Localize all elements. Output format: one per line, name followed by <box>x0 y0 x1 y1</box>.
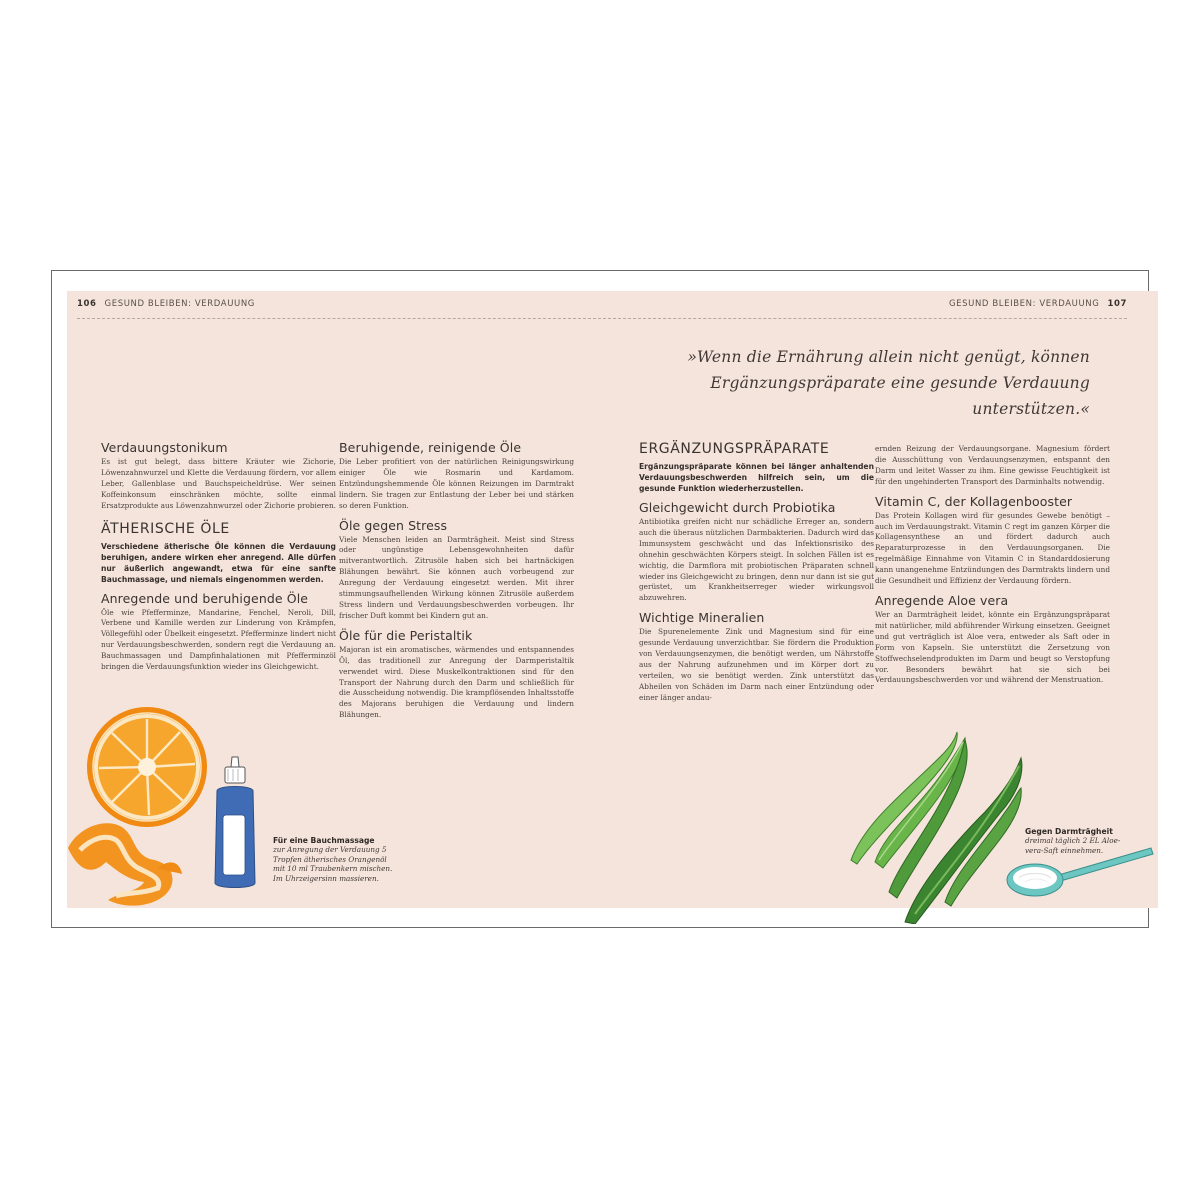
paragraph-probiotika: Antibiotika greifen nicht nur schädliche Erreger an, sondern auch die überaus nützlichen Darmbakterien. Dadurch wird das Immunsystem geschwächt und das Infektionsrisiko des ohnehin geschwächten Körpers steigt. In solchen Fällen ist es wichtig, die Darmflora mit probiotischen Präparaten schnell wieder ins Gleichgewicht zu bringen, denn nur dann ist sie gut gerüstet, um Krankheitserreger wieder wirkungsvoll abzuwehren. <box>639 517 874 603</box>
lead-ergaenzungspraeparate: Ergänzungspräparate können bei länger anhaltenden Verdauungsbeschwerden hilfreich sein, um die gesunde Funktion wiederherzustellen. <box>639 462 874 493</box>
heading-probiotika: Gleichgewicht durch Probiotika <box>639 500 836 515</box>
paragraph-oele-peristaltik: Majoran ist ein aromatisches, wärmendes und entspannendes Öl, das traditionell zur Anregung der Darmperistaltik verwendet wird. Diese Muskelkontraktionen sind für den Transport der Nahrung durch den Darm und schließlich für die Ausscheidung notwendig. Die krampflösenden Inhaltsstoffe des Majorans beruhigen die Verdauung und lindern Blähungen. <box>339 644 574 720</box>
left-page-header <box>77 299 255 309</box>
caption-darmtraegheit-body: dreimal täglich 2 EL Aloe-vera-Saft einnehmen. <box>1025 836 1121 855</box>
column-4 <box>875 444 1110 690</box>
caption-darmtraegheit-title: Gegen Darmträgheit <box>1025 827 1113 836</box>
header-divider <box>77 318 1127 319</box>
oil-bottle-icon <box>205 755 265 895</box>
right-page-number: 107 <box>1107 299 1127 309</box>
orange-peel-image <box>58 808 188 916</box>
heading-anregende-oele: Anregende und beruhigende Öle <box>101 590 309 606</box>
heading-beruhigende-oele: Beruhigende, reinigende Öle <box>339 440 522 455</box>
aloe-vera-leaves-image <box>845 692 1030 924</box>
column-1 <box>101 440 336 677</box>
pull-quote <box>610 344 1090 422</box>
caption-bauchmassage-title: Für eine Bauchmassage <box>273 836 375 845</box>
paragraph-beruhigende-oele: Die Leber profitiert von der natürlichen Reinigungswirkung einiger Öle wie Rosmarin und Kardamom. Entzündungshemmende Öle können Reizungen im Darmtrakt lindern. Sie tragen zur Entlastung der Leber bei und stärken so deren Funktion. <box>339 457 574 510</box>
pull-quote-line-2: Ergänzungspräparate eine gesunde Verdauung unterstützen.« <box>710 374 1090 418</box>
paragraph-verdauungstonikum: Es ist gut belegt, dass bittere Kräuter wie Zichorie, Löwenzahnwurzel und Klette die Verdauung fördern, vor allem Leber, Gallenblase und Bauchspeicheldrüse. Wer seinen Koffeinkonsum einschränken möchte, sollte einmal Ersatzprodukte aus Löwenzahnwurzel oder Zichorie probieren. <box>101 457 336 510</box>
paragraph-oele-gegen-stress: Viele Menschen leiden an Darmträgheit. Meist sind Stress oder ungünstige Lebensgewohnheiten dafür mitverantwortlich. Zitrusöle haben sich bei hartnäckigen Blähungen bewährt. Sie können auch vorbeugend zur Anregung der Verdauung eingesetzt werden. Mit ihrer stimmungsaufhellenden Wirkung können Zitrusöle außerdem Stress lindern und Verdauungsbeschwerden vorbeugen. Ihr frischer Duft kommt bei Kindern gut an. <box>339 534 574 620</box>
right-running-title: GESUND BLEIBEN: VERDAUUNG <box>949 299 1100 309</box>
left-running-title: GESUND BLEIBEN: VERDAUUNG <box>104 299 255 309</box>
heading-verdauungstonikum: Verdauungstonikum <box>101 440 228 455</box>
paragraph-mineralien: Die Spurenelemente Zink und Magnesium sind für eine gesunde Verdauung unverzichtbar. Sie fördern die Produktion von Verdauungsenzymen, die benötigt werden, um Nährstoffe aus der Nahrung aufzunehmen und im Körper dort zu verteilen, wo sie benötigt werden. Zink unterstützt das Abheilen von Schäden im Darm nach einer Entzündung oder einer länger andau- <box>639 627 874 702</box>
lead-aetherische-oele: Verschiedene ätherische Öle können die Verdauung beruhigen, andere wirken eher anregend. Alle dürfen nur äußerlich angewandt, etwa für eine sanfte Bauchmassage, und niemals eingenommen werden. <box>101 541 336 584</box>
heading-aetherische-oele: ÄTHERISCHE ÖLE <box>101 520 230 537</box>
column-3 <box>639 440 874 708</box>
caption-bauchmassage-body: zur Anregung der Verdauung 5 Tropfen ätherisches Orangenöl mit 10 ml Traubenkern mischen. Im Uhrzeigersinn massieren. <box>273 845 393 883</box>
heading-mineralien: Wichtige Mineralien <box>639 610 765 626</box>
pull-quote-line-1: »Wenn die Ernährung allein nicht genügt, können <box>687 348 1090 366</box>
heading-oele-peristaltik: Öle für die Peristaltik <box>339 627 473 643</box>
heading-vitamin-c: Vitamin C, der Kollagenbooster <box>875 493 1073 509</box>
heading-oele-gegen-stress: Öle gegen Stress <box>339 517 448 533</box>
paragraph-mineralien-continued: ernden Reizung der Verdauungsorgane. Magnesium fördert die Ausschüttung von Verdauungsenzymen, entspannt den Darm und leitet Wasser zu ihm. Eine gewisse Feuchtigkeit ist für den ungehinderten Transport des Darminhalts notwendig. <box>875 444 1110 486</box>
paragraph-anregende-oele: Öle wie Pfefferminze, Mandarine, Fenchel, Neroli, Dill, Verbene und Kamille werden zur Linderung von Krämpfen, Völlegefühl oder Übelkeit eingesetzt. Pfefferminze lindert nicht nur Verdauungsbeschwerden, sondern regt die Verdauung an. Bauchmassagen und Dampfinhalationen mit Pfefferminzöl bringen die Verdauungsfunktion wieder ins Gleichgewicht. <box>101 607 336 672</box>
paragraph-aloe-vera: Wer an Darmträgheit leidet, könnte ein Ergänzungspräparat mit natürlicher, mild abführender Wirkung einsetzen. Geeignet und gut verträglich ist Aloe vera, entweder als Saft oder in Form von Kapseln. Sie unterstützt die Zersetzung von Stoffwechselendprodukten im Darm und beugt so Verstopfung vor. Besonders bewährt hat sie sich bei Verdauungsbeschwerden vor und während der Menstruation. <box>875 609 1110 685</box>
left-page-number: 106 <box>77 299 97 309</box>
caption-darmtraegheit <box>1025 827 1135 855</box>
caption-bauchmassage <box>273 836 393 883</box>
heading-aloe-vera: Anregende Aloe vera <box>875 592 1009 608</box>
column-2 <box>339 440 574 725</box>
right-page-header <box>949 299 1127 309</box>
heading-ergaenzungspraeparate: ERGÄNZUNGSPRÄPARATE <box>639 441 830 457</box>
paragraph-vitamin-c: Das Protein Kollagen wird für gesundes Gewebe benötigt – auch im Verdauungstrakt. Vitamin C regt im ganzen Körper die Kollagensynthese an und fördert dadurch auch Reparaturprozesse in den Verdauungsorganen. Die regelmäßige Einnahme von Vitamin C in Standarddosierung kann unangenehme Entzündungen des Darmtrakts lindern und die Gesundheit und Effizienz der Verdauung fördern. <box>875 510 1110 586</box>
